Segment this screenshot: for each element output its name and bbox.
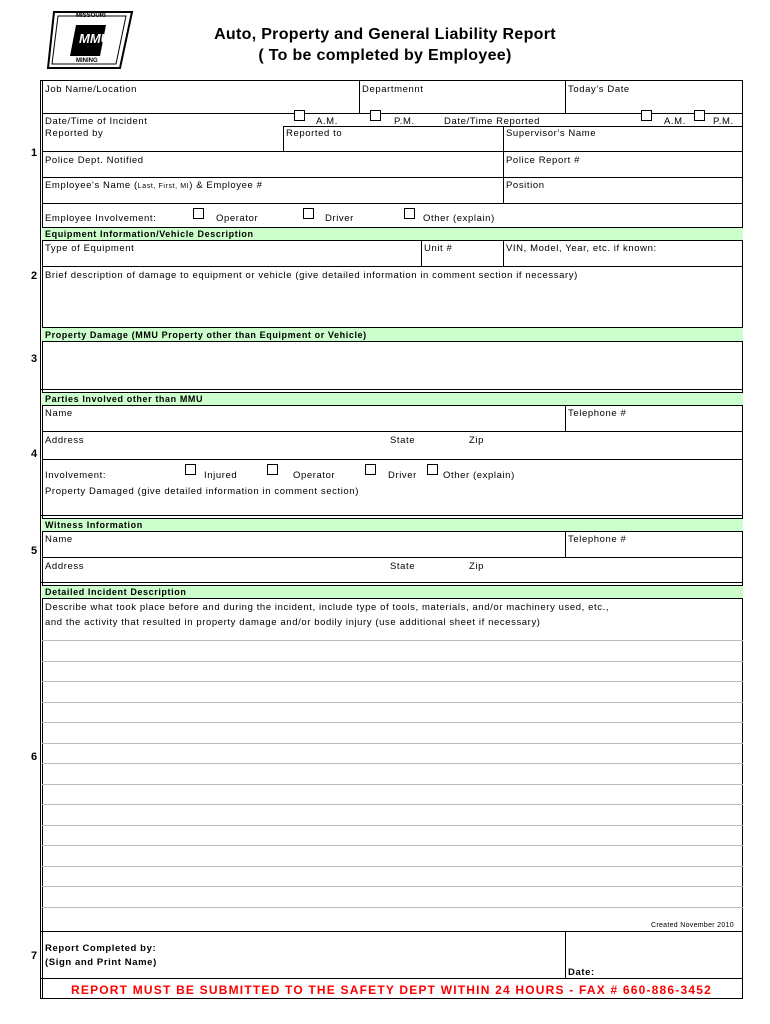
report-completed-label: Report Completed by: (45, 943, 157, 954)
sign-print-label: (Sign and Print Name) (45, 957, 157, 968)
party-telephone-label: Telephone # (568, 408, 627, 419)
party-injured-label: Injured (204, 470, 238, 481)
party-zip-label: Zip (469, 435, 484, 446)
ruled-line (42, 763, 743, 764)
involvement-other-checkbox[interactable] (404, 208, 415, 219)
job-name-label: Job Name/Location (45, 84, 138, 95)
party-driver-label: Driver (388, 470, 417, 481)
incident-am-checkbox[interactable] (294, 110, 305, 121)
department-label: Departmennt (362, 84, 424, 95)
section-number-6: 6 (31, 751, 38, 763)
ruled-line (42, 640, 743, 641)
ruled-line (42, 722, 743, 723)
supervisor-name-label: Supervisor's Name (506, 128, 597, 139)
employee-involvement-label: Employee Involvement: (45, 213, 157, 224)
submit-notice: REPORT MUST BE SUBMITTED TO THE SAFETY DEPT WITHIN 24 HOURS - FAX # 660-886-3452 (71, 983, 712, 997)
involvement-operator-checkbox[interactable] (193, 208, 204, 219)
ruled-line (42, 784, 743, 785)
incident-pm-checkbox[interactable] (370, 110, 381, 121)
property-damaged-label: Property Damaged (give detailed information in comment section) (45, 486, 359, 497)
reported-by-label: Reported by (45, 128, 104, 139)
type-equipment-label: Type of Equipment (45, 243, 135, 254)
page-subtitle: ( To be completed by Employee) (258, 47, 512, 64)
description-writing-area[interactable] (42, 630, 743, 930)
witness-name-label: Name (45, 534, 73, 545)
employee-name-label: Employee's Name (Last, First, MI) & Employee # (45, 180, 263, 191)
incident-description-line1: Describe what took place before and during the incident, include type of tools, materials, and/or machinery used, etc., (45, 602, 610, 613)
party-operator-label: Operator (293, 470, 336, 481)
witness-zip-label: Zip (469, 561, 484, 572)
party-address-label: Address (45, 435, 85, 446)
section-number-5: 5 (31, 545, 38, 557)
involvement-driver-label: Driver (325, 213, 354, 224)
date-time-reported-label: Date/Time Reported (444, 116, 540, 127)
reported-to-label: Reported to (286, 128, 343, 139)
todays-date-label: Today's Date (568, 84, 630, 95)
date-time-incident-label: Date/Time of Incident (45, 116, 148, 127)
party-operator-checkbox[interactable] (267, 464, 278, 475)
party-other-label: Other (explain) (443, 470, 515, 481)
logo-top-text: MISSOURI (76, 13, 106, 19)
reported-pm-label: P.M. (713, 116, 734, 127)
page-title: Auto, Property and General Liability Report (214, 26, 556, 43)
ruled-line (42, 886, 743, 887)
ruled-line (42, 702, 743, 703)
involvement-operator-label: Operator (216, 213, 259, 224)
reported-pm-checkbox[interactable] (694, 110, 705, 121)
logo-bottom-text: MINING (76, 58, 98, 64)
section-number-1: 1 (31, 147, 38, 159)
ruled-line (42, 804, 743, 805)
reported-am-checkbox[interactable] (641, 110, 652, 121)
party-driver-checkbox[interactable] (365, 464, 376, 475)
party-involvement-label: Involvement: (45, 470, 107, 481)
involvement-driver-checkbox[interactable] (303, 208, 314, 219)
date-label: Date: (568, 967, 595, 978)
brief-description-label: Brief description of damage to equipment or vehicle (give detailed information in comment section if necessary) (45, 270, 578, 281)
involvement-other-label: Other (explain) (423, 213, 495, 224)
parties-section-header: Parties Involved other than MMU (42, 392, 743, 406)
logo (46, 10, 134, 70)
equipment-section-header: Equipment Information/Vehicle Description (42, 227, 743, 241)
ruled-line (42, 825, 743, 826)
reported-am-label: A.M. (664, 116, 686, 127)
created-date-label: Created November 2010 (651, 922, 734, 929)
party-injured-checkbox[interactable] (185, 464, 196, 475)
ruled-line (42, 681, 743, 682)
section-number-4: 4 (31, 448, 38, 460)
party-name-label: Name (45, 408, 73, 419)
unit-label: Unit # (424, 243, 453, 254)
police-report-label: Police Report # (506, 155, 580, 166)
position-label: Position (506, 180, 545, 191)
ruled-line (42, 743, 743, 744)
incident-am-label: A.M. (316, 116, 338, 127)
logo-mid-text: MMU (79, 31, 111, 46)
property-damage-section-header: Property Damage (MMU Property other than Equipment or Vehicle) (42, 327, 743, 342)
witness-state-label: State (390, 561, 416, 572)
vin-label: VIN, Model, Year, etc. if known: (506, 243, 657, 254)
police-notified-label: Police Dept. Notified (45, 155, 144, 166)
ruled-line (42, 845, 743, 846)
ruled-line (42, 866, 743, 867)
witness-telephone-label: Telephone # (568, 534, 627, 545)
witness-section-header: Witness Information (42, 518, 743, 532)
ruled-line (42, 907, 743, 908)
section-number-2: 2 (31, 270, 38, 282)
ruled-line (42, 661, 743, 662)
incident-description-section-header: Detailed Incident Description (42, 585, 743, 599)
party-other-checkbox[interactable] (427, 464, 438, 475)
section-number-3: 3 (31, 353, 38, 365)
incident-description-line2: and the activity that resulted in property damage and/or bodily injury (use additional sheet if necessary) (45, 617, 541, 628)
section-number-7: 7 (31, 950, 38, 962)
party-state-label: State (390, 435, 416, 446)
incident-pm-label: P.M. (394, 116, 415, 127)
witness-address-label: Address (45, 561, 85, 572)
